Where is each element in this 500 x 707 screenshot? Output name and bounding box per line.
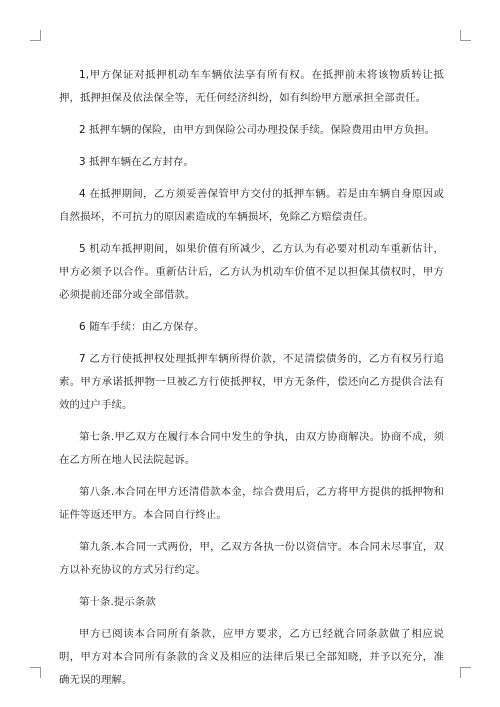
clause-2-insurance: 2 抵押车辆的保险，由甲方到保险公司办理投保手续。保险费用由甲方负担。 [79, 124, 436, 136]
clause-3-storage: 3 抵押车辆在乙方封存。 [79, 156, 195, 168]
crop-mark-top-left [30, 30, 41, 41]
article-8-termination: 第八条.本合同在甲方还清借款本金，综合费用后，乙方将甲方提供的抵押物和证件等返还甲方。本合同自行终止。 [59, 486, 444, 521]
clause-5-revaluation: 5 机动车抵押期间，如果价值有所减少，乙方认为有必要对机动车重新估计，甲方必须予以合作。重新估计后，乙方认为机动车价值不足以担保其债权时，甲方必须提前还部分或全部借款。 [59, 243, 444, 301]
clause-1-ownership: 1,甲方保证对抵押机动车车辆依法享有所有权。在抵押前未将该物质转让抵押，抵押担保及依法保全等，无任何经济纠纷，如有纠纷甲方愿承担全部责任。 [59, 69, 444, 104]
article-7-disputes: 第七条.甲乙双方在履行本合同中发生的争执，由双方协商解决。协商不成，须在乙方所在地人民法院起诉。 [59, 431, 444, 466]
article-9-copies: 第九条.本合同一式两份，甲，乙双方各执一份以资信守。本合同未尽事宜，双方以补充协议的方式另行约定。 [59, 541, 444, 576]
clause-6-documents: 6 随车手续：由乙方保存。 [79, 321, 205, 333]
document-body [59, 64, 444, 701]
crop-mark-top-right [460, 30, 471, 41]
clause-7-enforcement: 7 乙方行使抵押权处理抵押车辆所得价款，不足清偿债务的，乙方有权另行追索。甲方承诺抵押物一旦被乙方行使抵押权，甲方无条件，偿还向乙方提供合法有效的过户手续。 [59, 353, 444, 411]
crop-mark-bottom-left [30, 667, 41, 678]
article-10-heading: 第十条.提示条款 [79, 596, 156, 608]
clause-4-custody: 4 在抵押期间，乙方须妥善保管甲方交付的抵押车辆。若是由车辆自身原因或自然损坏，不可抗力的原因素造成的车辆损坏，免除乙方赔偿责任。 [59, 188, 444, 223]
notice-paragraph: 甲方已阅读本合同所有条款，应甲方要求，乙方已经就合同条款做了相应说明，甲方对本合同所有条款的含义及相应的法律后果已全部知晓，并予以充分，准确无误的理解。 [59, 628, 444, 686]
crop-mark-bottom-right [460, 667, 471, 678]
